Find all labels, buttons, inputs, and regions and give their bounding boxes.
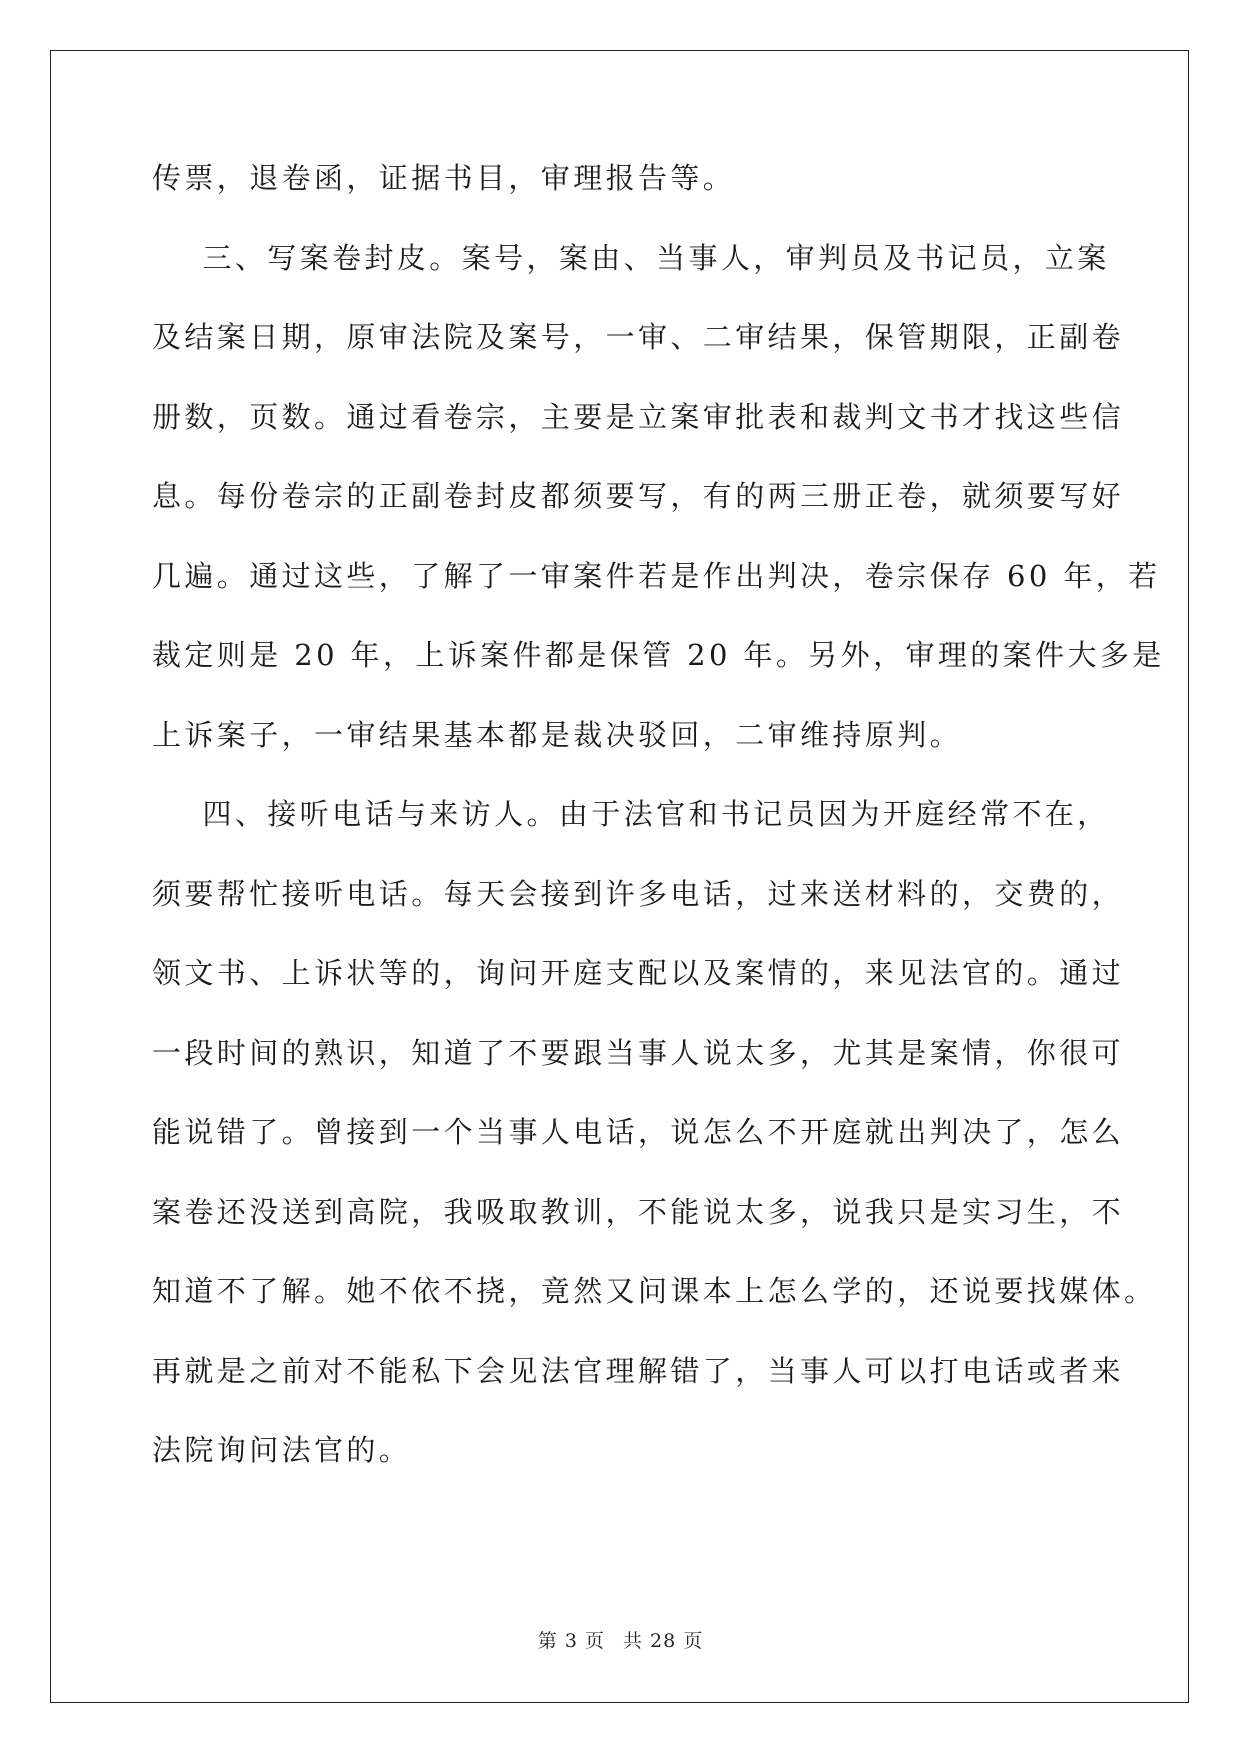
page-total: 共 28 页 [622, 1630, 704, 1652]
document-body [152, 160, 1165, 1512]
page-number: 第 3 页 [537, 1630, 605, 1652]
text-line: 三、写案卷封皮。案号，案由、当事人，审判员及书记员，立案 [152, 240, 1110, 275]
text-line: 册数，页数。通过看卷宗，主要是立案审批表和裁判文书才找这些信 [152, 399, 1125, 434]
text-line: 四、接听电话与来访人。由于法官和书记员因为开庭经常不在， [152, 797, 1110, 831]
text-line: 法院询问法官的。 [152, 1433, 412, 1467]
text-line: 能说错了。曾接到一个当事人电话，说怎么不开庭就出判决了，怎么 [152, 1115, 1125, 1149]
text-line: 再就是之前对不能私下会见法官理解错了，当事人可以打电话或者来 [152, 1353, 1125, 1388]
text-line: 息。每份卷宗的正副卷封皮都须要写，有的两三册正卷，就须要写好 [152, 479, 1125, 513]
text-line: 领文书、上诉状等的，询问开庭支配以及案情的，来见法官的。通过 [152, 956, 1125, 990]
page-footer [0, 1626, 1241, 1653]
text-line: 案卷还没送到高院，我吸取教训，不能说太多，说我只是实习生，不 [152, 1194, 1125, 1229]
text-line: 一段时间的熟识，知道了不要跟当事人说太多，尤其是案情，你很可 [152, 1035, 1125, 1070]
text-line: 知道不了解。她不依不挠，竟然又问课本上怎么学的，还说要找媒体。 [152, 1274, 1157, 1308]
text-line: 及结案日期，原审法院及案号，一审、二审结果，保管期限，正副卷 [152, 320, 1125, 354]
text-line: 裁定则是 20 年，上诉案件都是保管 20 年。另外，审理的案件大多是 [152, 638, 1165, 672]
text-line: 须要帮忙接听电话。每天会接到许多电话，过来送材料的，交费的， [152, 876, 1125, 911]
text-line: 上诉案子，一审结果基本都是裁决驳回，二审维持原判。 [152, 717, 963, 752]
text-line: 传票，退卷函，证据书目，审理报告等。 [152, 161, 736, 195]
text-line: 几遍。通过这些，了解了一审案件若是作出判决，卷宗保存 60 年，若 [152, 558, 1161, 593]
